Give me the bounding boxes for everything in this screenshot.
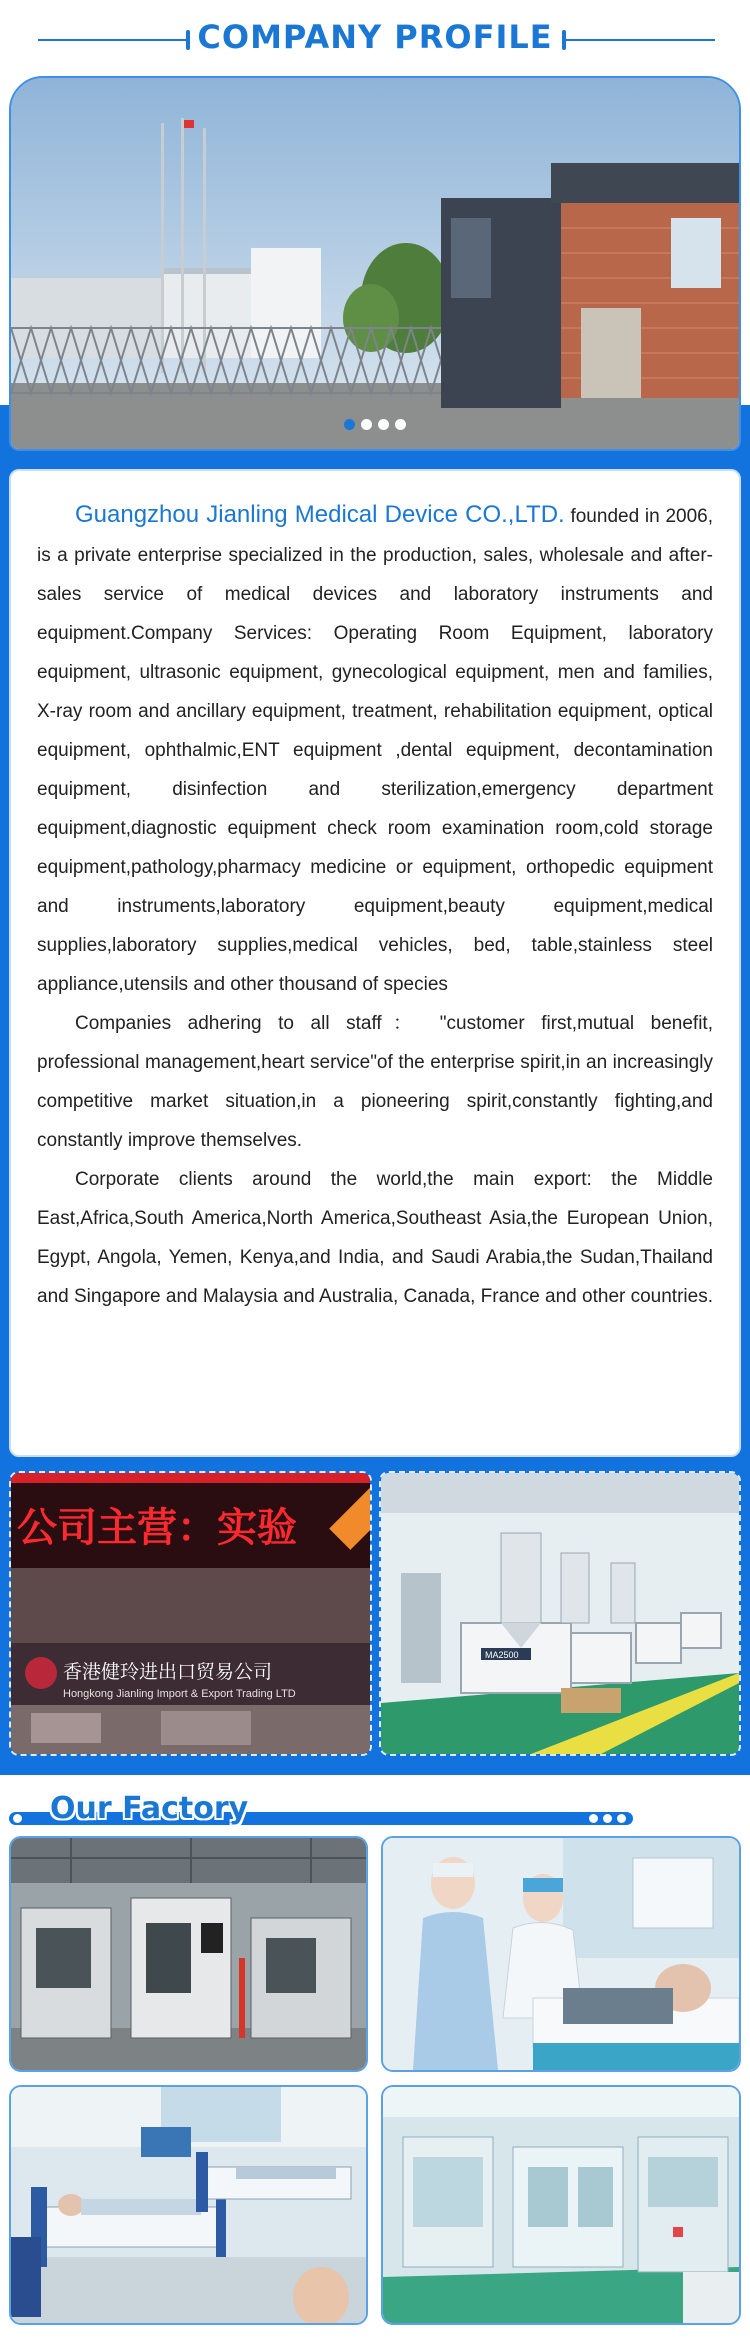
profile-paragraph-2: Companies adhering to all staff： "customer first,mutual benefit, professional management,heart service"of the enterprise spirit,in an increasingly competitive market situation,in a pioneering spirit,constantly fighting,and constantly improve themselves.: [37, 1013, 713, 1151]
factory-bar-dot-2: [603, 1814, 612, 1823]
profile-paragraph-1-text: founded in 2006, is a private enterprise specialized in the production, sales, wholesale and after-sales service of medical devices and laboratory instruments and equipment.Company Services: Operating Room Equipment, laboratory equipment, ultrasonic equipment, gynecological equipment, men and families, X-ray room and ancillary equipment, treatment, rehabilitation equipment, optical equipment, ophthalmic,ENT equipment ,dental equipment, decontamination equipment, disinfection and sterilization,emergency department equipment,diagnostic equipment check room examination room,cold storage equipment,pathology,pharmacy medicine or equipment, orthopedic equipment and instruments,laboratory equipment,beauty equipment,medical supplies,laboratory supplies,medical vehicles, bed, table,stainless steel appliance,utensils and other thousand of species: [37, 506, 713, 995]
carousel-dot-2[interactable]: [361, 419, 372, 430]
led-sign-text: 公司主营：实验: [17, 1505, 297, 1551]
company-sign-cn: 香港健玲进出口贸易公司: [63, 1661, 273, 1683]
carousel-dot-3[interactable]: [378, 419, 389, 430]
company-sign-en: Hongkong Jianling Import & Export Trading LTD: [63, 1688, 296, 1700]
office-sign-image: [11, 1473, 370, 1754]
nurse-training-image: [383, 1838, 739, 2070]
company-profile-card: [9, 469, 741, 1457]
factory-photo-beds: [9, 2085, 368, 2325]
office-sign-photo: [9, 1471, 372, 1756]
machine-model-label: MA2500: [485, 1650, 519, 1660]
factory-photo-nurses: [381, 1836, 741, 2072]
carousel-dots: [11, 417, 739, 435]
profile-paragraph-3: Corporate clients around the world,the main export: the Middle East,Africa,South America,North America,Southeast Asia,the European Union, Egypt, Angola, Yemen, Kenya,and India, and Saudi Arabia,the Sudan,Thailand and Singapore and Malaysia and Australia, Canada, France and other countries.: [37, 1169, 713, 1307]
page-title: COMPANY PROFILE: [197, 18, 553, 56]
carousel-dot-1[interactable]: [344, 419, 355, 430]
header-line-right: [565, 39, 715, 41]
factory-photo-cleanroom: [381, 2085, 741, 2325]
hospital-beds-image: [11, 2087, 366, 2323]
company-name: Guangzhou Jianling Medical Device CO.,LTD.: [75, 501, 565, 528]
cleanroom-line-image: [383, 2087, 739, 2323]
factory-bar-dot-3: [617, 1814, 626, 1823]
cnc-workshop-image: [11, 1838, 366, 2070]
carousel-dot-4[interactable]: [395, 419, 406, 430]
machine-workshop-photo: [379, 1471, 741, 1756]
factory-title: Our Factory: [50, 1791, 249, 1826]
section-header: [0, 0, 750, 78]
factory-gate-photo: [11, 78, 739, 449]
hero-carousel[interactable]: [9, 76, 741, 451]
profile-paragraph-1: [37, 495, 713, 1004]
factory-bar-lead-dot: [13, 1814, 22, 1823]
factory-bar-dot-1: [589, 1814, 598, 1823]
machine-workshop-image: [381, 1473, 739, 1754]
factory-photo-cnc: [9, 1836, 368, 2072]
